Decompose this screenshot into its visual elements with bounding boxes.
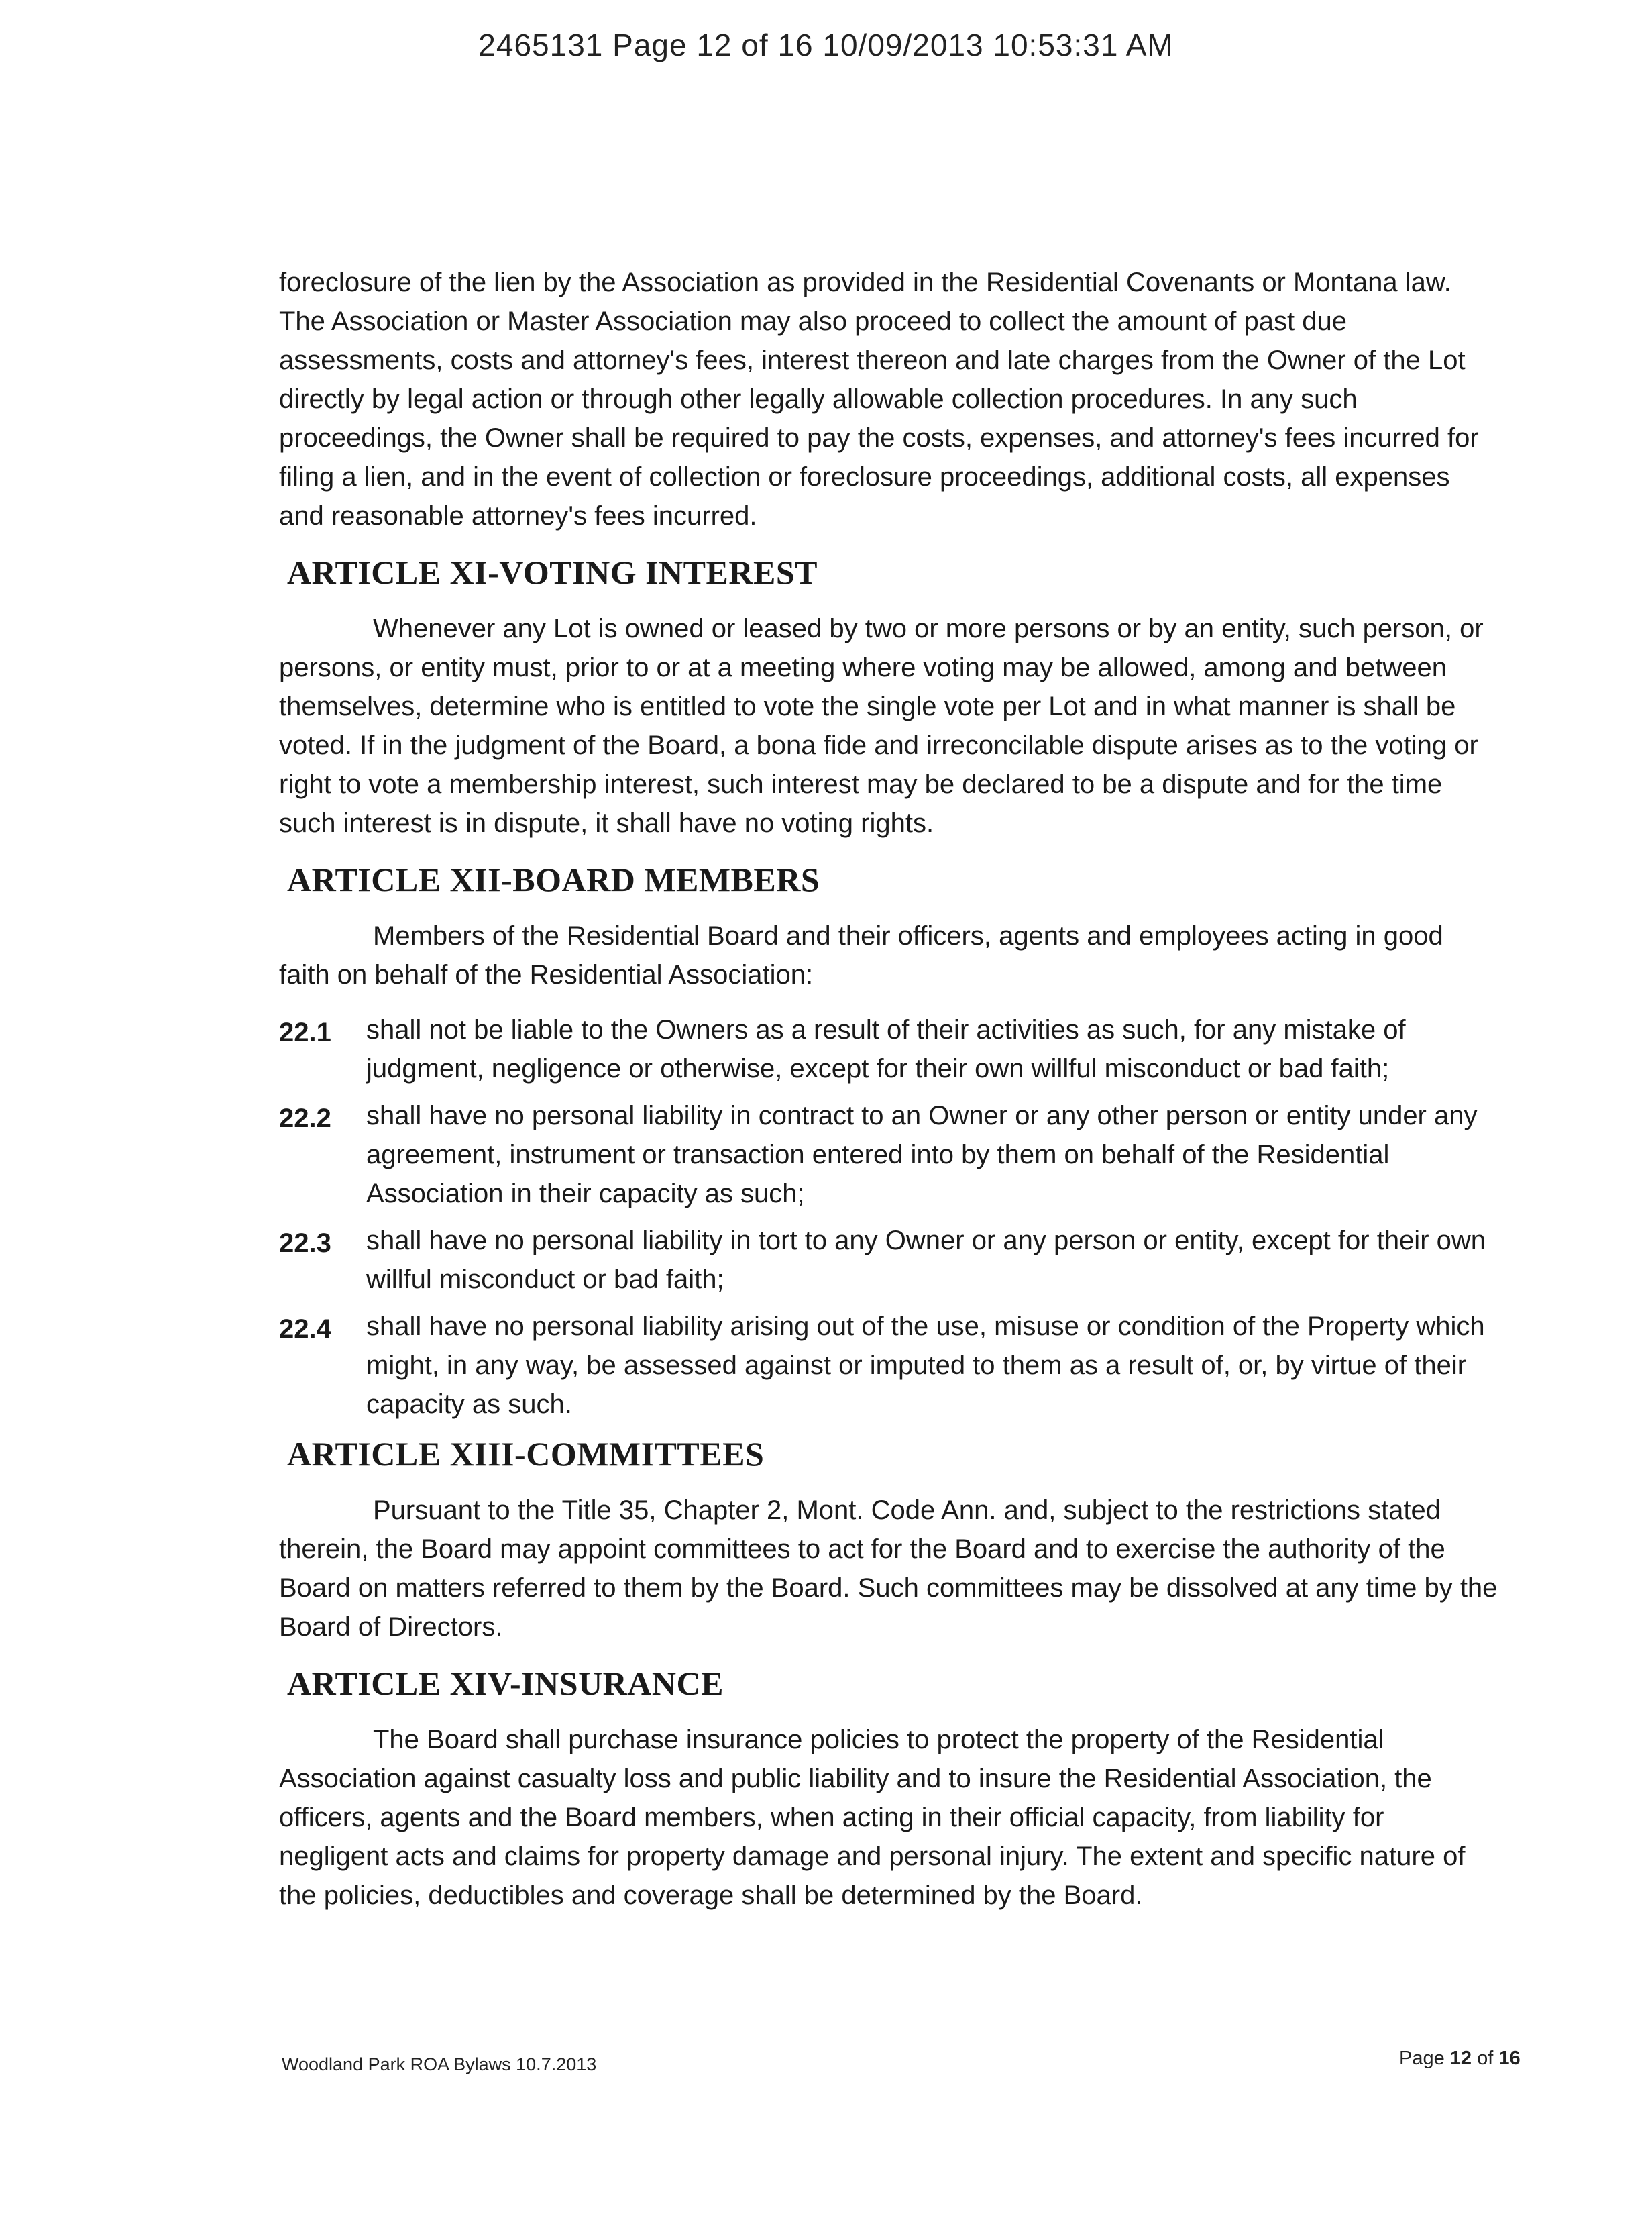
- list-item-number: 22.3: [279, 1228, 331, 1258]
- list-item: [279, 1307, 1500, 1424]
- article-xii-text: Members of the Residential Board and their officers, agents and employees acting in good faith on behalf of the Residential Association:: [279, 921, 1443, 990]
- list-item-number: 22.4: [279, 1314, 331, 1344]
- article-xiii-heading: ARTICLE XIII-COMMITTEES: [287, 1435, 765, 1473]
- article-xii-heading: ARTICLE XII-BOARD MEMBERS: [287, 861, 820, 898]
- list-item-number: 22.1: [279, 1018, 331, 1047]
- list-item-text: shall not be liable to the Owners as a result of their activities as such, for any mistake of judgment, negligence or otherwise, except for their own willful misconduct or bad faith;: [366, 1015, 1406, 1084]
- article-xi-text: Whenever any Lot is owned or leased by two or more persons or by an entity, such person, or persons, or entity must, prior to or at a meeting where voting may be allowed, among and between themselves, determine who is entitled to vote the single vote per Lot and in what manner is shall be voted. If in the judgment of the Board, a bona fide and irreconcilable dispute arises as to the voting or right to vote a membership interest, such interest may be declared to be a dispute and for the time such interest is in dispute, it shall have no voting rights.: [279, 614, 1484, 838]
- list-item-text: shall have no personal liability in contract to an Owner or any other person or entity under any agreement, instrument or transaction entered into by them on behalf of the Residential Association in their capacity as such;: [366, 1101, 1478, 1208]
- list-item: [279, 1010, 1500, 1088]
- intro-paragraph: foreclosure of the lien by the Association as provided in the Residential Covenants or Montana law. The Association or Master Association may also proceed to collect the amount of past due assessments, costs and attorney's fees, interest thereon and late charges from the Owner of the Lot directly by legal action or through other legally allowable collection procedures. In any such proceedings, the Owner shall be required to pay the costs, expenses, and attorney's fees incurred for filing a lien, and in the event of collection or foreclosure proceedings, additional costs, all expenses and reasonable attorney's fees incurred.: [279, 268, 1479, 531]
- list-item-number: 22.2: [279, 1104, 331, 1133]
- article-xiii-text: Pursuant to the Title 35, Chapter 2, Mont. Code Ann. and, subject to the restrictions stated therein, the Board may appoint committees to act for the Board and to exercise the authority of the Board on matters referred to them by the Board. Such committees may be dissolved at any time by the Board of Directors.: [279, 1495, 1498, 1642]
- footer-page-current: 12: [1449, 2048, 1472, 2069]
- article-xiv-text: The Board shall purchase insurance policies to protect the property of the Residential Association against casualty loss and public liability and to insure the Residential Association, the officers, agents and the Board members, when acting in their official capacity, from liability for negligent acts and claims for property damage and personal injury. The extent and specific nature of the policies, deductibles and coverage shall be determined by the Board.: [279, 1725, 1466, 1910]
- footer-page-total: 16: [1498, 2048, 1521, 2069]
- list-item-text: shall have no personal liability in tort to any Owner or any person or entity, except for their own willful misconduct or bad faith;: [366, 1226, 1486, 1294]
- list-item-text: shall have no personal liability arising out of the use, misuse or condition of the Property which might, in any way, be assessed against or imputed to them as a result of, or, by virtue of their capacity as such.: [366, 1312, 1485, 1419]
- fax-header-line: 2465131 Page 12 of 16 10/09/2013 10:53:31 AM: [478, 28, 1174, 62]
- list-item: [279, 1096, 1500, 1213]
- document-body: [279, 263, 1500, 1931]
- footer-page-label: Page: [1399, 2048, 1445, 2069]
- list-item: [279, 1221, 1500, 1299]
- footer-page-of: of: [1477, 2048, 1494, 2069]
- footer-document-name: Woodland Park ROA Bylaws 10.7.2013: [282, 2054, 597, 2074]
- board-members-list: [279, 1010, 1500, 1424]
- article-xiv-heading: ARTICLE XIV-INSURANCE: [287, 1665, 724, 1702]
- footer-page-number: [1399, 2048, 1521, 2070]
- article-xi-heading: ARTICLE XI-VOTING INTEREST: [287, 554, 818, 591]
